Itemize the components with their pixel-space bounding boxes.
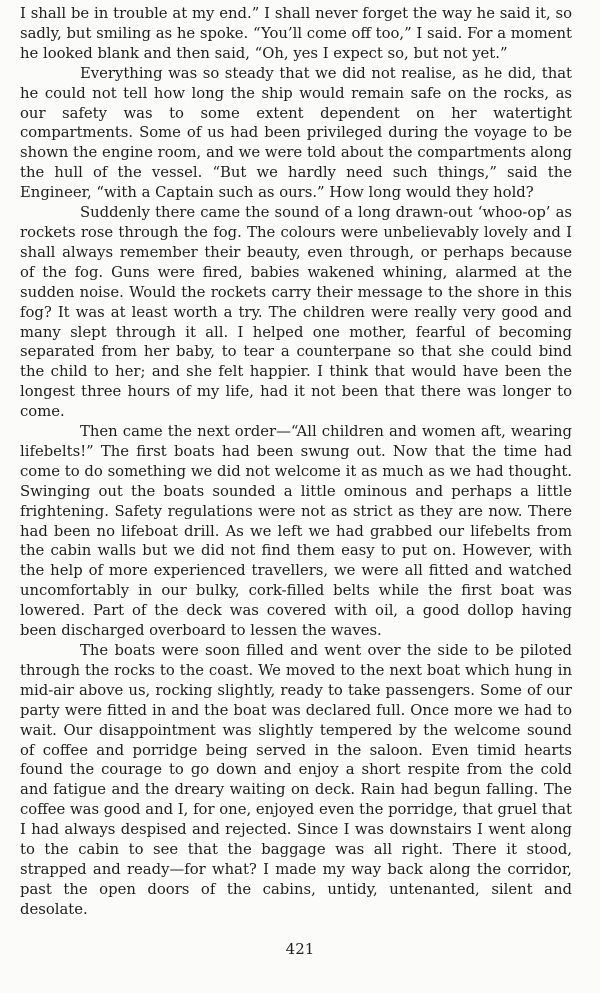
paragraph-rockets: Suddenly there came the sound of a long drawn-out ‘whoo-op’ as rockets rose through the fog. The colours were unbelievably lovely and I shall always remember their beauty, even through, or perhaps because of the fog. Guns were fired, babies wakened whining, alarmed at the sudden noise. Would the rockets carry their message to the shore in this fog? It was at least worth a try. The children were really very good and many slept through it all. I helped one mother, fearful of becoming separated from her baby, to tear a counterpane so that she could bind the child to her; and she felt happier. I think that would have been the longest three hours of my life, had it not been that there was longer to come. xyxy=(20,204,572,421)
page-number: 421 xyxy=(285,940,315,958)
body-text xyxy=(20,4,572,920)
paragraph-watertight: Everything was so steady that we did not realise, as he did, that he could not tell how long the ship would remain safe on the rocks, as our safety was to some extent dependent on her watertight compartments. Some of us had been privileged during the voyage to be shown the engine room, and we were told about the compartments along the hull of the vessel. “But we hardly need such things,” said the Engineer, “with a Captain such as ours.” How long would they hold? xyxy=(20,64,572,202)
paragraph-lifebelts: Then came the next order—“All children and women aft, wearing lifebelts!” The first boats had been swung out. Now that the time had come to do something we did not welcome it as much as we had thought. Swinging out the boats sounded a little ominous and perhaps a little frightening. Safety regulations were not as strict as they are now. There had been no lifeboat drill. As we left we had grabbed our lifebelts from the cabin walls but we did not find them easy to put on. However, with the help of more experienced travellers, we were all fitted and watched uncomfortably in our bulky, cork-filled belts while the first boat was lowered. Part of the deck was covered with oil, a good dollop having been discharged overboard to lessen the waves. xyxy=(20,423,572,640)
paragraph-continuation: I shall be in trouble at my end.” I shall never forget the way he said it, so sadly, but smiling as he spoke. “You’ll come off too,” I said. For a moment he looked blank and then said, “Oh, yes I expect so, but not yet.” xyxy=(20,5,572,62)
paragraph-boats: The boats were soon filled and went over the side to be piloted through the rocks to the coast. We moved to the next boat which hung in mid-air above us, rocking slightly, ready to take passengers. Some of our party were fitted in and the boat was declared full. Once more we had to wait. Our disappointment was slightly tempered by the welcome sound of coffee and porridge being served in the saloon. Even timid hearts found the courage to go down and enjoy a short respite from the cold and fatigue and the dreary waiting on deck. Rain had begun falling. The coffee was good and I, for one, enjoyed even the porridge, that gruel that I had always despised and rejected. Since I was downstairs I went along to the cabin to see that the baggage was all right. There it stood, strapped and ready—for what? I made my way back along the corridor, past the open doors of the cabins, untidy, untenanted, silent and desolate. xyxy=(20,642,572,918)
